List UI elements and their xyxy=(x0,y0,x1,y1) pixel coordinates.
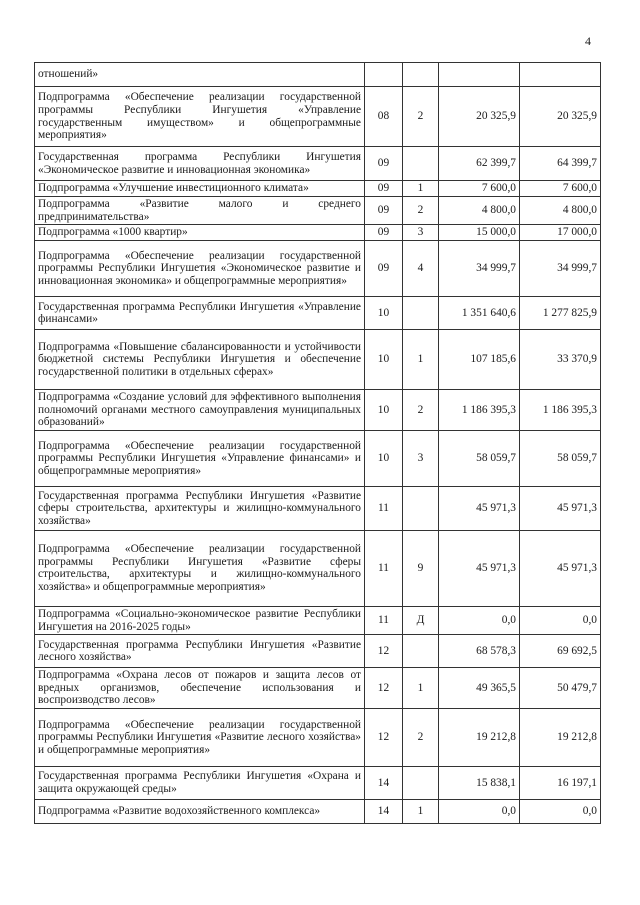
table-row xyxy=(35,390,601,431)
row-subprogram-code: 3 xyxy=(403,430,439,486)
row-name: Государственная программа Республики Ингушетия «Развитие сферы строительства, архитектуры и жилищно-коммунального хозяйства» xyxy=(35,486,365,530)
row-amount-2: 34 999,7 xyxy=(520,241,601,297)
row-subprogram-code xyxy=(403,766,439,799)
table-row xyxy=(35,668,601,709)
row-amount-2: 69 692,5 xyxy=(520,635,601,668)
table-row xyxy=(35,241,601,297)
table-row xyxy=(35,708,601,766)
row-subprogram-code xyxy=(403,147,439,181)
row-name: Подпрограмма «Создание условий для эффективного выполнения полномочий органами местного самоуправления муниципальных образований» xyxy=(35,390,365,431)
table-row xyxy=(35,606,601,634)
row-amount-1: 62 399,7 xyxy=(439,147,520,181)
row-amount-1: 45 971,3 xyxy=(439,530,520,606)
table-row xyxy=(35,430,601,486)
row-amount-2: 0,0 xyxy=(520,799,601,823)
row-program-code: 14 xyxy=(365,766,403,799)
row-subprogram-code: 2 xyxy=(403,87,439,147)
row-name: Подпрограмма «Охрана лесов от пожаров и защита лесов от вредных организмов, обеспечение использования и воспроизводство лесов» xyxy=(35,668,365,709)
row-amount-2: 19 212,8 xyxy=(520,708,601,766)
row-name: Государственная программа Республики Ингушетия «Охрана и защита окружающей среды» xyxy=(35,766,365,799)
row-amount-2: 45 971,3 xyxy=(520,530,601,606)
table-row xyxy=(35,486,601,530)
row-amount-1: 0,0 xyxy=(439,799,520,823)
row-amount-2 xyxy=(520,63,601,87)
row-amount-2: 58 059,7 xyxy=(520,430,601,486)
row-subprogram-code: 2 xyxy=(403,197,439,225)
row-program-code: 12 xyxy=(365,668,403,709)
page-number: 4 xyxy=(585,34,591,48)
row-program-code: 10 xyxy=(365,390,403,431)
table-row xyxy=(35,197,601,225)
row-name: Государственная программа Республики Ингушетия «Управление финансами» xyxy=(35,297,365,330)
row-amount-2: 1 277 825,9 xyxy=(520,297,601,330)
table-row xyxy=(35,87,601,147)
row-name: Подпрограмма «Обеспечение реализации государственной программы Республики Ингушетия «Экономическое развитие и инновационная экономика» и общепрограммные мероприятия» xyxy=(35,241,365,297)
table-row xyxy=(35,635,601,668)
row-program-code: 10 xyxy=(365,330,403,390)
row-name: Подпрограмма «Социально-экономическое развитие Республики Ингушетия на 2016-2025 годы» xyxy=(35,606,365,634)
row-subprogram-code: 1 xyxy=(403,668,439,709)
row-amount-2: 20 325,9 xyxy=(520,87,601,147)
row-amount-2: 45 971,3 xyxy=(520,486,601,530)
row-program-code: 11 xyxy=(365,530,403,606)
row-program-code: 10 xyxy=(365,297,403,330)
row-amount-2: 7 600,0 xyxy=(520,181,601,197)
row-name: Подпрограмма «Развитие водохозяйственного комплекса» xyxy=(35,799,365,823)
row-program-code: 09 xyxy=(365,181,403,197)
row-amount-1: 58 059,7 xyxy=(439,430,520,486)
row-subprogram-code xyxy=(403,63,439,87)
table-row xyxy=(35,147,601,181)
row-subprogram-code: 1 xyxy=(403,799,439,823)
row-subprogram-code: 2 xyxy=(403,708,439,766)
row-name: Подпрограмма «Улучшение инвестиционного климата» xyxy=(35,181,365,197)
row-name: Подпрограмма «1000 квартир» xyxy=(35,225,365,241)
row-amount-1: 15 838,1 xyxy=(439,766,520,799)
row-amount-1: 1 351 640,6 xyxy=(439,297,520,330)
row-amount-2: 17 000,0 xyxy=(520,225,601,241)
row-program-code: 09 xyxy=(365,147,403,181)
row-program-code: 11 xyxy=(365,486,403,530)
row-amount-2: 64 399,7 xyxy=(520,147,601,181)
row-amount-1: 45 971,3 xyxy=(439,486,520,530)
row-subprogram-code: 1 xyxy=(403,181,439,197)
table-row xyxy=(35,297,601,330)
row-subprogram-code: 2 xyxy=(403,390,439,431)
row-program-code xyxy=(365,63,403,87)
row-amount-1: 1 186 395,3 xyxy=(439,390,520,431)
row-amount-2: 50 479,7 xyxy=(520,668,601,709)
table-row xyxy=(35,330,601,390)
row-amount-2: 1 186 395,3 xyxy=(520,390,601,431)
row-program-code: 11 xyxy=(365,606,403,634)
row-amount-2: 16 197,1 xyxy=(520,766,601,799)
row-name: Государственная программа Республики Ингушетия «Экономическое развитие и инновационная экономика» xyxy=(35,147,365,181)
row-program-code: 09 xyxy=(365,241,403,297)
row-program-code: 09 xyxy=(365,197,403,225)
row-subprogram-code: Д xyxy=(403,606,439,634)
row-program-code: 08 xyxy=(365,87,403,147)
row-amount-1: 20 325,9 xyxy=(439,87,520,147)
row-amount-1: 4 800,0 xyxy=(439,197,520,225)
row-amount-1: 34 999,7 xyxy=(439,241,520,297)
row-name: отношений» xyxy=(35,63,365,87)
row-amount-1: 68 578,3 xyxy=(439,635,520,668)
row-program-code: 12 xyxy=(365,708,403,766)
row-name: Подпрограмма «Обеспечение реализации государственной программы Республики Ингушетия «Развитие лесного хозяйства» и общепрограммные мероприятия» xyxy=(35,708,365,766)
table-row xyxy=(35,181,601,197)
row-subprogram-code: 9 xyxy=(403,530,439,606)
row-name: Государственная программа Республики Ингушетия «Развитие лесного хозяйства» xyxy=(35,635,365,668)
row-amount-1: 0,0 xyxy=(439,606,520,634)
row-amount-2: 4 800,0 xyxy=(520,197,601,225)
row-amount-2: 0,0 xyxy=(520,606,601,634)
row-amount-1 xyxy=(439,63,520,87)
table-row xyxy=(35,63,601,87)
row-subprogram-code: 4 xyxy=(403,241,439,297)
row-name: Подпрограмма «Обеспечение реализации государственной программы Республики Ингушетия «Управление финансами» и общепрограммные мероприятия» xyxy=(35,430,365,486)
table-row xyxy=(35,766,601,799)
row-amount-1: 15 000,0 xyxy=(439,225,520,241)
row-subprogram-code xyxy=(403,635,439,668)
row-program-code: 14 xyxy=(365,799,403,823)
row-name: Подпрограмма «Развитие малого и среднего предпринимательства» xyxy=(35,197,365,225)
row-subprogram-code xyxy=(403,297,439,330)
row-program-code: 10 xyxy=(365,430,403,486)
row-subprogram-code: 1 xyxy=(403,330,439,390)
row-subprogram-code xyxy=(403,486,439,530)
row-amount-2: 33 370,9 xyxy=(520,330,601,390)
row-program-code: 12 xyxy=(365,635,403,668)
budget-table xyxy=(34,62,601,824)
row-amount-1: 19 212,8 xyxy=(439,708,520,766)
table-row xyxy=(35,799,601,823)
table-row xyxy=(35,225,601,241)
row-name: Подпрограмма «Повышение сбалансированности и устойчивости бюджетной системы Республики Ингушетия и обеспечение государственной политики в отдельных сферах» xyxy=(35,330,365,390)
row-amount-1: 107 185,6 xyxy=(439,330,520,390)
row-subprogram-code: 3 xyxy=(403,225,439,241)
row-program-code: 09 xyxy=(365,225,403,241)
row-amount-1: 7 600,0 xyxy=(439,181,520,197)
row-name: Подпрограмма «Обеспечение реализации государственной программы Республики Ингушетия «Развитие сферы строительства, архитектуры и жилищно-коммунального хозяйства» и общепрограммные мероприятия» xyxy=(35,530,365,606)
table-row xyxy=(35,530,601,606)
row-name: Подпрограмма «Обеспечение реализации государственной программы Республики Ингушетия «Управление государственным имуществом» и общепрограммные мероприятия» xyxy=(35,87,365,147)
row-amount-1: 49 365,5 xyxy=(439,668,520,709)
